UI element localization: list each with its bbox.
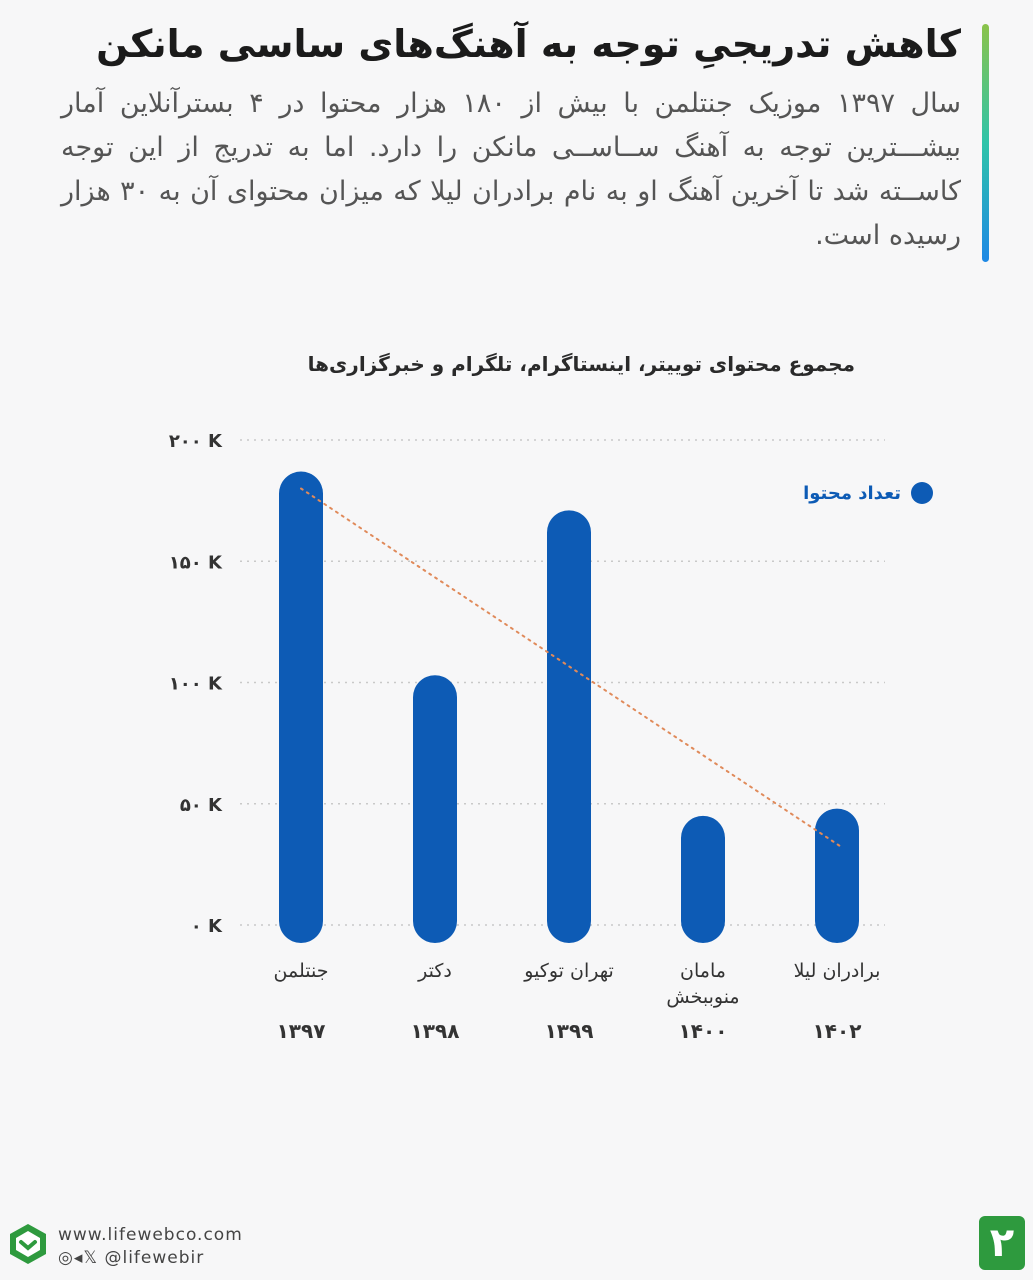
legend-marker: [911, 482, 933, 504]
year-label: ۱۳۹۷: [276, 1019, 326, 1043]
year-label: ۱۳۹۹: [544, 1019, 594, 1043]
bars: [279, 472, 859, 943]
bar: [815, 809, 859, 943]
year-label: ۱۳۹۸: [410, 1019, 460, 1043]
lifeweb-logo-icon: [8, 1222, 48, 1266]
y-tick-label: ۲۰۰ K: [168, 431, 222, 452]
y-tick-label: ۱۰۰ K: [168, 673, 222, 695]
legend-label: تعداد محتوا: [803, 482, 901, 504]
y-axis-ticks: [169, 431, 223, 937]
category-label: تهران توکیو: [524, 960, 614, 982]
category-label: دکتر: [418, 960, 452, 982]
y-tick-label: ۰ K: [190, 916, 222, 937]
y-tick-label: ۵۰ K: [179, 794, 222, 816]
bar: [279, 472, 323, 943]
year-label: ۱۴۰۲: [812, 1019, 862, 1043]
footer-website: www.lifewebco.com: [58, 1225, 243, 1245]
page-number: ۲: [979, 1216, 1025, 1270]
year-label: ۱۴۰۰: [678, 1019, 728, 1043]
y-tick-label: ۱۵۰ K: [168, 552, 222, 574]
bar: [681, 816, 725, 943]
bar: [413, 675, 457, 943]
category-label: مامان منوببخش: [666, 960, 740, 1008]
category-label: برادران لیلا: [793, 960, 881, 982]
category-label: جنتلمن: [273, 960, 329, 982]
chart-title: مجموع محتوای توییتر، اینستاگرام، تلگرام و خبرگزاری‌ها: [307, 352, 855, 376]
legend: [803, 482, 933, 504]
footer-social-handle: ◎◂𝕏 @lifewebir: [58, 1248, 205, 1268]
page-title: کاهش تدریجیِ توجه به آهنگ‌های ساسی مانکن: [96, 22, 961, 66]
bar: [547, 510, 591, 943]
description: سال ۱۳۹۷ موزیک جنتلمن با بیش از ۱۸۰ هزار محتوا در ۴ بسترآنلاین آمار بیشـــترین توجه به آهنگ ســاســی مانکن را دارد. اما به تدریج از این توجه کاســته شد تا آخرین آهنگ او به نام برادران لیلا که میزان محتوای آن به ۳۰ هزار رسیده است.: [61, 88, 962, 251]
